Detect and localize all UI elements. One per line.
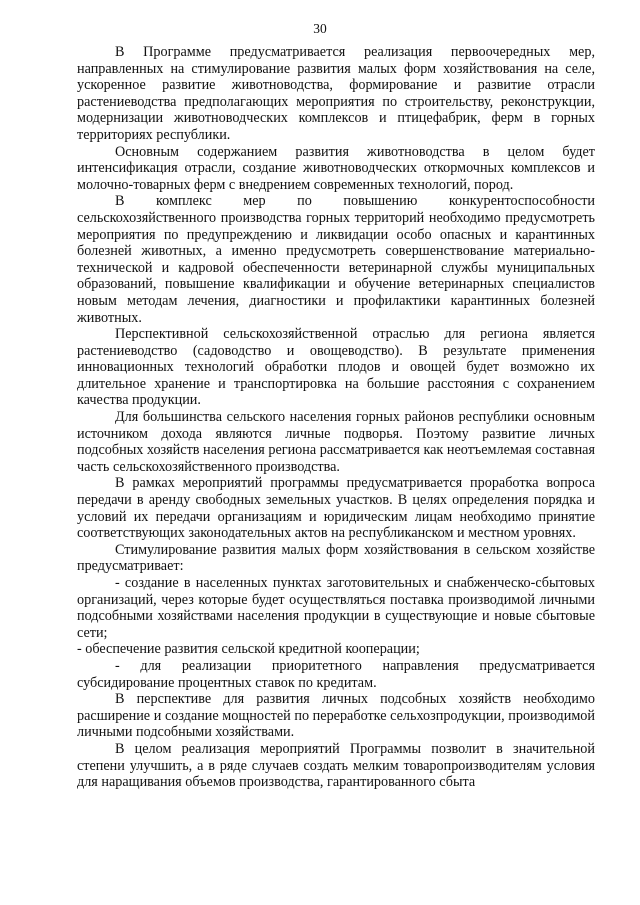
- paragraph: В Программе предусматривается реализация первоочередных мер, направленных на стимулирование развития малых форм хозяйствования на селе, ускоренное развитие животноводства, формирование и развитие отрасли растениеводства предполагающих мероприятия по строительству, реконструкции, модернизации животноводческих комплексов и птицефабрик, ферм в горных территориях республики.: [77, 44, 595, 143]
- paragraph: Основным содержанием развития животноводства в целом будет интенсификация отрасли, создание животноводческих откормочных комплексов и молочно-товарных ферм с внедрением современных технологий, пород.: [77, 143, 595, 193]
- list-item: - для реализации приоритетного направления предусматривается субсидирование процентных ставок по кредитам.: [77, 657, 595, 691]
- paragraph: Стимулирование развития малых форм хозяйствования в сельском хозяйстве предусматривает:: [77, 541, 595, 575]
- paragraph: В рамках мероприятий программы предусматривается проработка вопроса передачи в аренду свободных земельных участков. В целях определения порядка и условий их передачи организациям и юридическим лицам необходимо принятие соответствующих законодательных актов на республиканском и местном уровнях.: [77, 475, 595, 542]
- list-item: - обеспечение развития сельской кредитной кооперации;: [77, 641, 420, 658]
- paragraph: В комплекс мер по повышению конкурентоспособности сельскохозяйственного производства горных территорий необходимо предусмотреть мероприятия по предупреждению и ликвидации особо опасных и карантинных болезней животных, а именно предусмотреть совершенствование материально-технической и кадровой обеспеченности ветеринарной службы муниципальных образований, повышение квалификации и обучение ветеринарных специалистов новым методам лечения, диагностики и профилактики карантинных болезней животных.: [77, 193, 595, 326]
- list-item: - создание в населенных пунктах заготовительных и снабженческо-сбытовых организаций, через которые будет осуществляться поставка производимой личными подсобными хозяйствами населения продукции в существующие и новые сбытовые сети;: [77, 575, 595, 641]
- body-text: [77, 44, 595, 791]
- paragraph: Перспективной сельскохозяйственной отраслью для региона является растениеводство (садоводство и овощеводство). В результате применения инновационных технологий обработки плодов и овощей будет возможно их длительное хранение и транспортировка на большие расстояния с сохранением качества продукции.: [77, 326, 595, 409]
- paragraph: В перспективе для развития личных подсобных хозяйств необходимо расширение и создание мощностей по переработке сельхозпродукции, производимой личными подсобными хозяйствами.: [77, 691, 595, 741]
- paragraph: Для большинства сельского населения горных районов республики основным источником дохода являются личные подворья. Поэтому развитие личных подсобных хозяйств населения региона рассматривается как неотъемлемая составная часть сельскохозяйственного производства.: [77, 409, 595, 475]
- paragraph: В целом реализация мероприятий Программы позволит в значительной степени улучшить, а в ряде случаев создать мелким товаропроизводителям условия для наращивания объемов производства, гарантированного сбыта: [77, 740, 595, 791]
- page-number: 30: [313, 21, 327, 36]
